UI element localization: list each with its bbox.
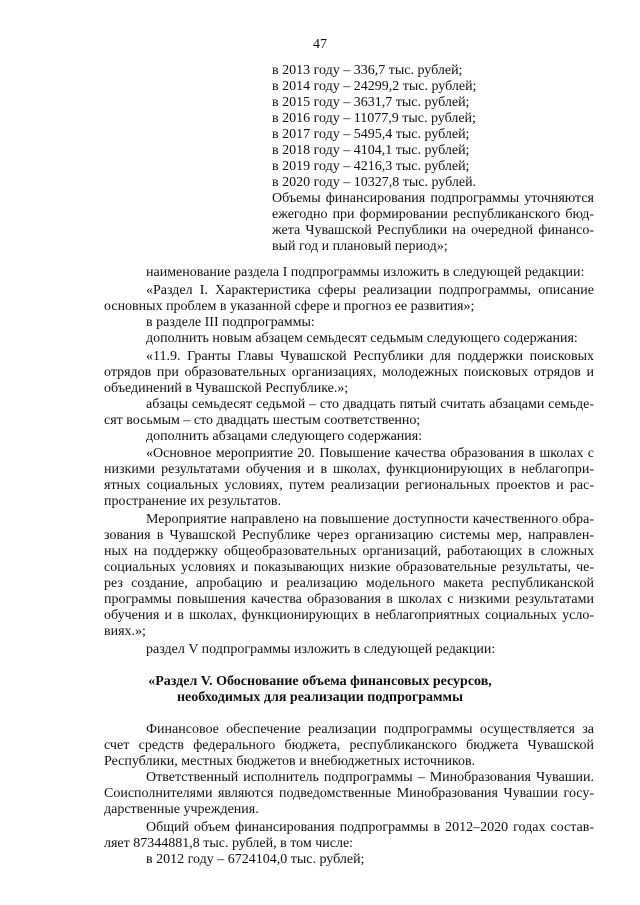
body-line: ляет 87344881,8 тыс. рублей, в том числе:: [104, 836, 354, 851]
body-line: Соисполнителями являются подведомственные Минобразования Чувашии госу-: [104, 786, 594, 801]
list-item: в 2018 году – 4104,1 тыс. рублей;: [272, 143, 470, 158]
body-line: социальных условиях и показывающих низкие образовательные результаты, че-: [104, 560, 594, 575]
body-line: дополнить новым абзацем семьдесят седьмым следующего содержания:: [146, 331, 578, 346]
body-line: зования в Чувашской Республике через организацию системы мер, направлен-: [104, 528, 594, 543]
paragraph-line: жета Чувашской Республики на очередной финансо-: [272, 223, 594, 238]
body-line: отрядов при образовательных организациях, молодежных поисковых отрядов и: [104, 365, 594, 380]
body-line: ятных социальных условиях, путем реализации региональных проектов и рас-: [104, 478, 594, 493]
paragraph-line: ежегодно при формировании республиканского бюд-: [272, 207, 594, 222]
body-line: счет средств федерального бюджета, республиканского бюджета Чувашской: [104, 738, 594, 753]
body-line: Республики, местных бюджетов и внебюджетных источников.: [104, 754, 476, 769]
paragraph-line: вый год и плановый период»;: [272, 239, 448, 254]
body-line: низкими результатами обучения и в школах, функционирующих в неблагопри-: [104, 462, 594, 477]
body-line: в разделе III подпрограммы:: [146, 315, 315, 330]
body-line: объединений в Чувашской Республике.»;: [104, 381, 349, 396]
body-line: «Раздел I. Характеристика сферы реализации подпрограммы, описание: [146, 283, 594, 298]
body-line: наименование раздела I подпрограммы изложить в следующей редакции:: [146, 265, 585, 280]
body-line: Мероприятие направлено на повышение доступности качественного обра-: [146, 512, 594, 527]
body-line: Финансовое обеспечение реализации подпрограммы осуществляется за: [146, 722, 594, 737]
list-item: в 2020 году – 10327,8 тыс. рублей.: [272, 175, 477, 190]
list-item: в 2016 году – 11077,9 тыс. рублей;: [272, 111, 476, 126]
body-line: «Основное мероприятие 20. Повышение качества образования в школах с: [146, 446, 594, 461]
body-line: пространение их результатов.: [104, 494, 281, 509]
list-item: в 2014 году – 24299,2 тыс. рублей;: [272, 79, 477, 94]
body-line: дополнить абзацами следующего содержания:: [146, 429, 423, 444]
list-item: в 2017 году – 5495,4 тыс. рублей;: [272, 127, 470, 142]
list-item: в 2013 году – 336,7 тыс. рублей;: [272, 63, 463, 78]
body-line: «11.9. Гранты Главы Чувашской Республики для поддержки поисковых: [146, 349, 594, 364]
list-item: в 2019 году – 4216,3 тыс. рублей;: [272, 159, 470, 174]
body-line: рез создание, апробацию и реализацию модельного макета республиканской: [104, 576, 594, 591]
list-item: в 2015 году – 3631,7 тыс. рублей;: [272, 95, 470, 110]
body-line: виях.»;: [104, 624, 146, 639]
body-line: Общий объем финансирования подпрограммы в 2012–2020 годах состав-: [146, 820, 594, 835]
body-line: абзацы семьдесят седьмой – сто двадцать пятый считать абзацами семьде-: [146, 397, 594, 412]
body-line: Ответственный исполнитель подпрограммы – Минобразования Чувашии.: [146, 770, 594, 785]
body-line: обучения и в школах, функционирующих в неблагоприятных социальных усло-: [104, 608, 594, 623]
body-line: раздел V подпрограммы изложить в следующей редакции:: [146, 642, 496, 657]
body-line: дарственные учреждения.: [104, 802, 259, 817]
body-line: в 2012 году – 6724104,0 тыс. рублей;: [146, 852, 365, 867]
body-line: основных проблем в указанной сфере и прогноз ее развития»;: [104, 299, 475, 314]
section-heading-line: необходимых для реализации подпрограммы: [176, 690, 464, 705]
body-line: сят восьмым – сто двадцать шестым соответственно;: [104, 413, 421, 428]
body-line: ных на поддержку общеобразовательных организаций, работающих в сложных: [104, 544, 594, 559]
page-number: 47: [313, 37, 327, 52]
paragraph-line: Объемы финансирования подпрограммы уточняются: [272, 191, 594, 206]
section-heading-line: «Раздел V. Обоснование объема финансовых ресурсов,: [148, 674, 492, 689]
body-line: программы повышения качества образования в школах с низкими результатами: [104, 592, 594, 607]
